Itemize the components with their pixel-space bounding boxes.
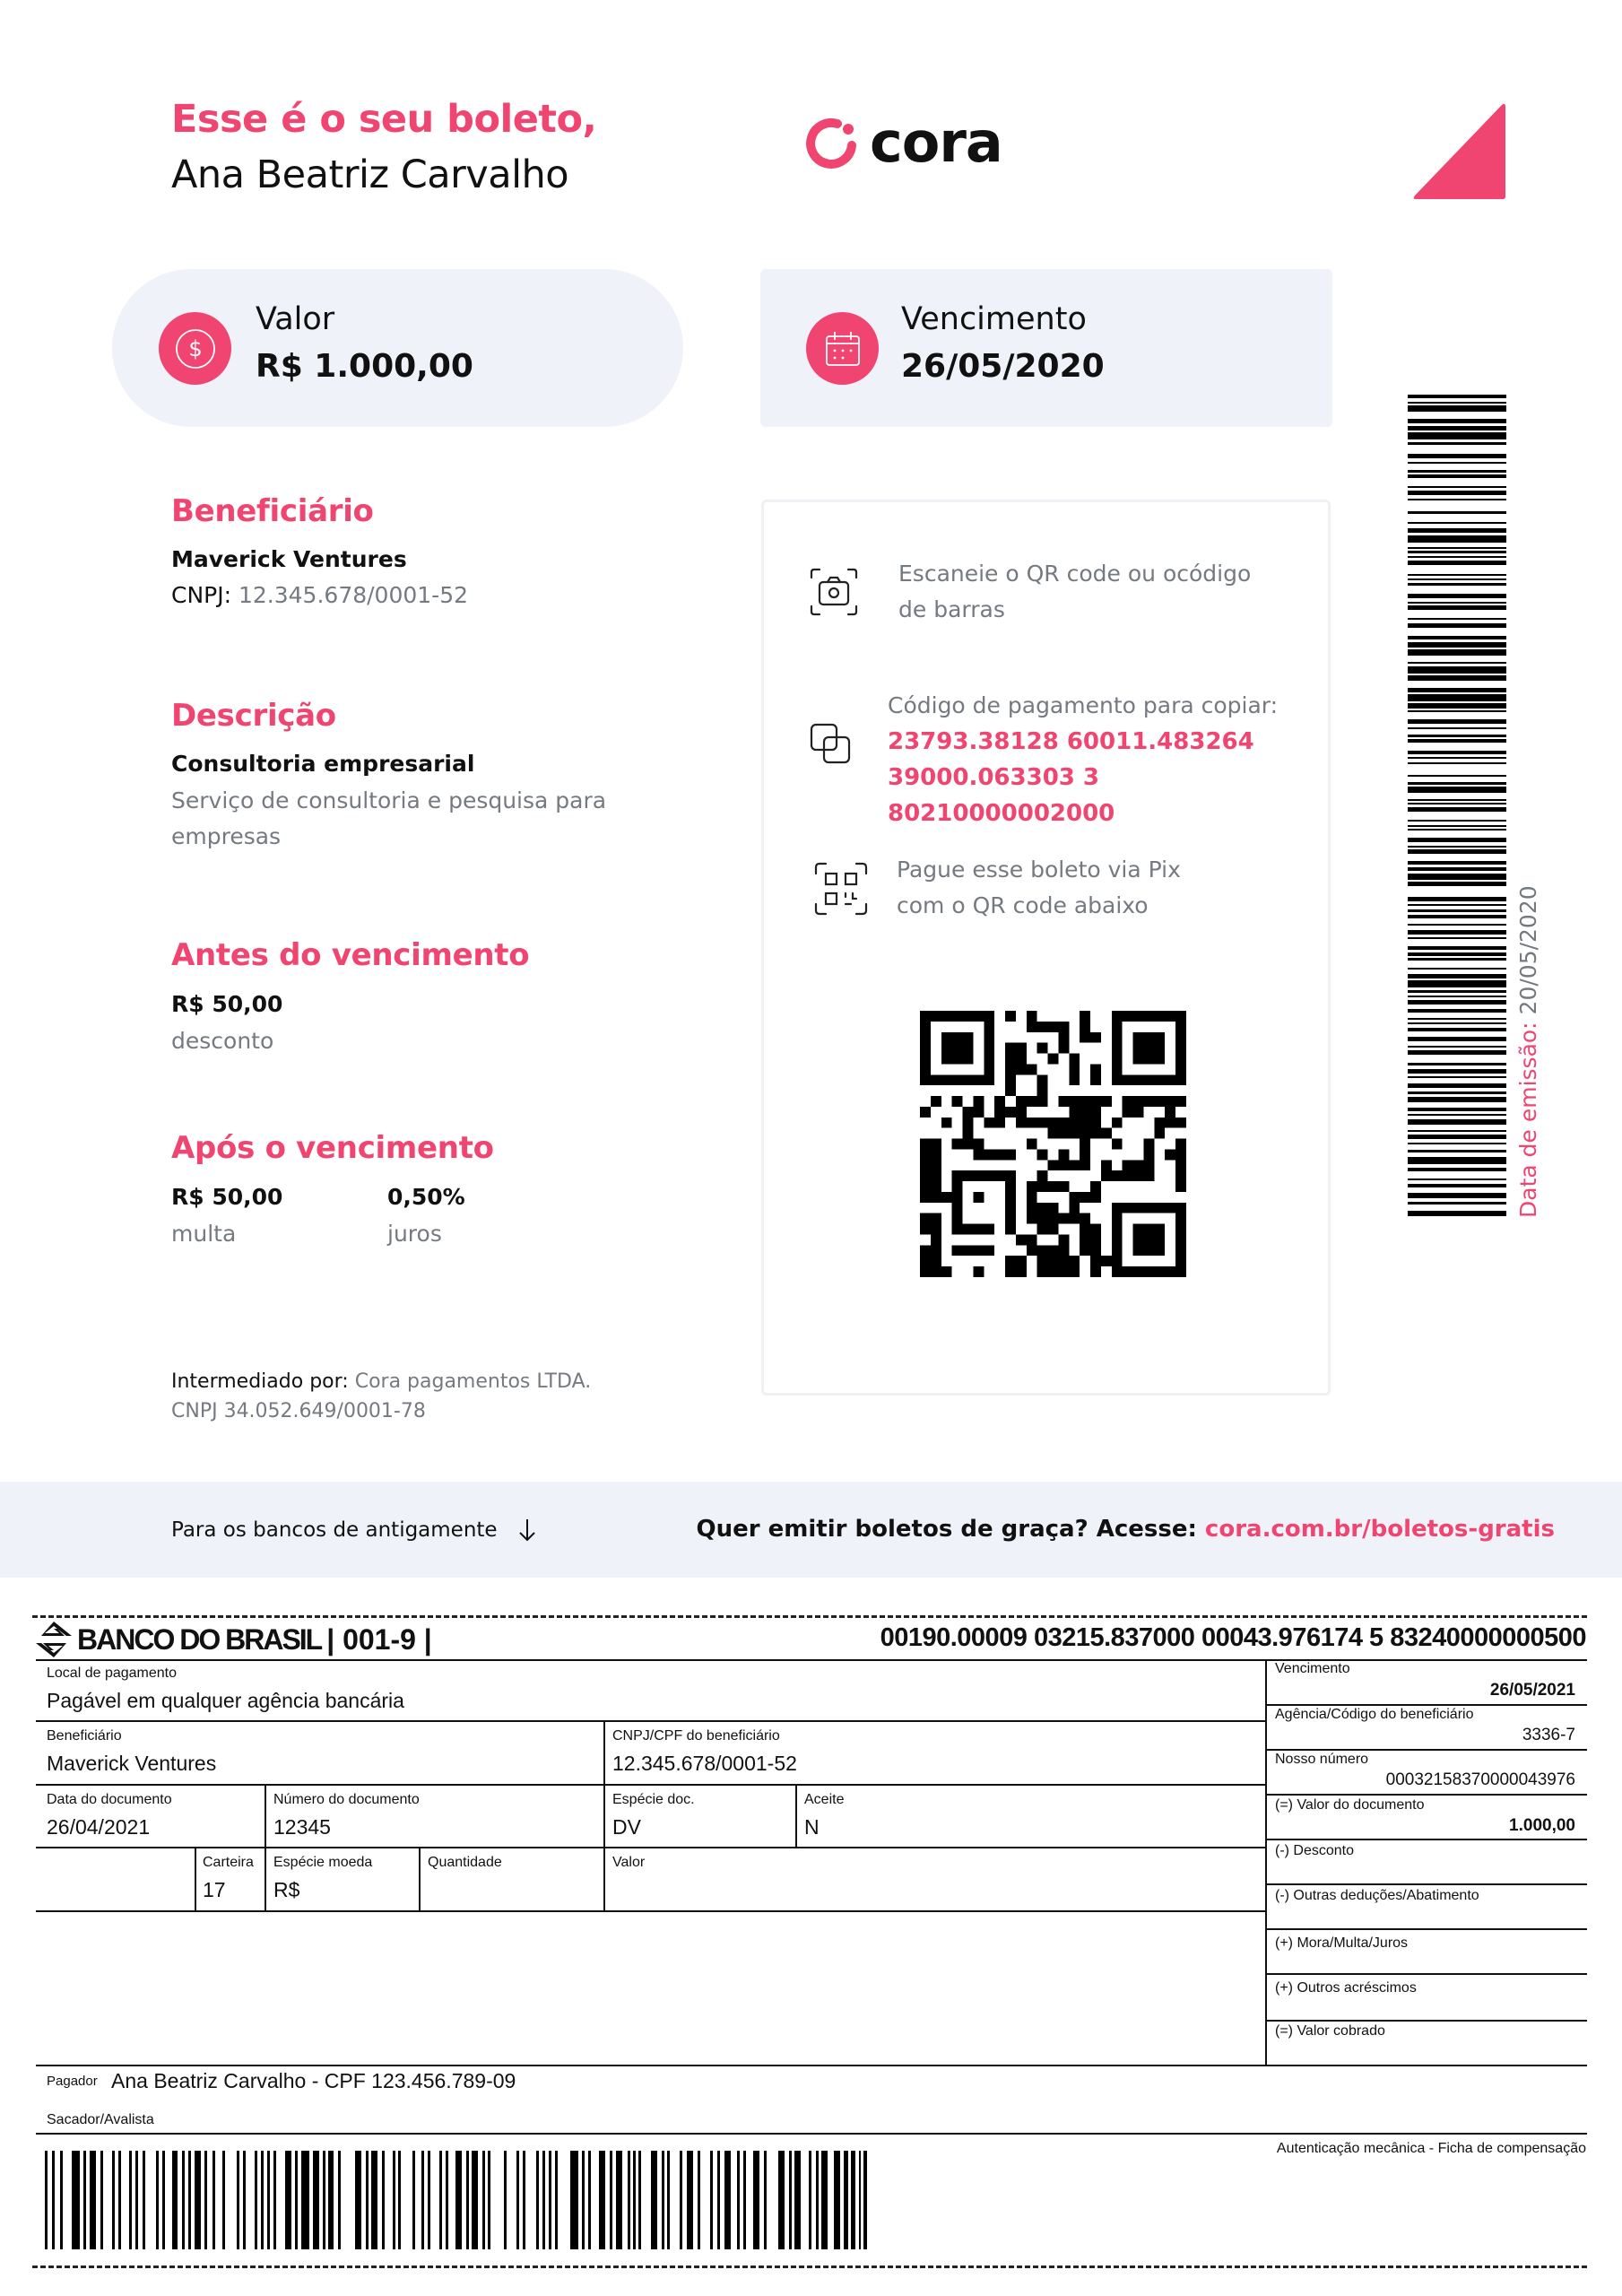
dollar-circle-icon [159,312,231,385]
beneficiario-label: Beneficiário [47,1728,122,1744]
r-desconto-label: (-) Desconto [1275,1843,1355,1858]
free-boletos-text: Quer emitir boletos de graça? Acesse: [696,1516,1197,1543]
rule [1265,1659,1267,2065]
apos-title: Após o vencimento [171,1130,494,1166]
rule [195,1847,196,1910]
copy-code-label: Código de pagamento para copiar: [888,692,1279,718]
scan-instruction: Escaneie o QR code ou ocódigo de barras [898,561,1252,622]
valor-label: Valor [256,301,335,337]
aceite-value: N [804,1815,820,1839]
r-valor-cobrado-label: (=) Valor cobrado [1275,2023,1385,2039]
free-boletos-link[interactable]: cora.com.br/boletos-gratis [1204,1516,1555,1543]
rule [1266,1883,1587,1885]
rule [36,2133,1587,2135]
antes-label: desconto [171,1028,274,1054]
payment-panel [761,500,1331,1396]
vencimento-card [760,269,1332,427]
svg-text:$: $ [187,335,203,361]
intermediario-name: Cora pagamentos LTDA. [354,1370,592,1393]
quantidade-label: Quantidade [428,1855,502,1870]
r-vencimento-label: Vencimento [1275,1661,1350,1676]
payer-name: Ana Beatriz Carvalho [171,152,569,197]
old-banks-text: Para os bancos de antigamente [171,1518,498,1542]
corner-triangle-decoration [1412,103,1508,200]
rule [795,1784,797,1847]
autenticacao-label: Autenticação mecânica - Ficha de compensação [1276,2141,1586,2156]
rule [419,1847,421,1910]
cora-logo [805,109,1002,175]
copy-icon[interactable] [809,722,859,772]
cnpj-beneficiario-value: 12.345.678/0001-52 [612,1752,797,1775]
sacador-label: Sacador/Avalista [47,2112,154,2127]
descricao-name: Consultoria empresarial [171,751,475,777]
rule [36,1659,1587,1661]
local-pagamento-value: Pagável em qualquer agência bancária [47,1689,404,1712]
data-documento-value: 26/04/2021 [47,1815,151,1839]
r-agencia-value: 3336-7 [1522,1726,1575,1744]
vencimento-date: 26/05/2020 [901,348,1105,385]
data-documento-label: Data do documento [47,1792,172,1807]
rule [1266,1839,1587,1840]
rule [1266,2020,1587,2022]
rule [603,1720,605,1910]
bank-code: | 001-9 | [326,1622,432,1656]
side-barcode [1408,395,1506,1218]
beneficiario-name: Maverick Ventures [171,546,407,572]
r-valor-documento-label: (=) Valor do documento [1275,1797,1425,1813]
banco-do-brasil-logo-icon [36,1622,72,1657]
emissao-label: Data de emissão: [1515,1022,1541,1218]
cnpj-label: CNPJ: [171,582,232,608]
cora-logo-icon [805,117,857,169]
r-nosso-numero-label: Nosso número [1275,1752,1369,1767]
bank-name: BANCO DO BRASIL [77,1622,322,1656]
beneficiario-title: Beneficiário [171,493,374,529]
descricao-title: Descrição [171,698,336,734]
especie-doc-label: Espécie doc. [612,1792,695,1807]
aceite-label: Aceite [804,1792,845,1807]
carteira-value: 17 [203,1878,226,1901]
payment-code-line1[interactable]: 23793.38128 60011.483264 [888,728,1254,755]
especie-moeda-value: R$ [273,1878,300,1901]
intermediario-label: Intermediado por: [171,1370,349,1393]
beneficiario-cnpj [171,582,468,608]
qr-scan-icon [813,861,869,917]
r-vencimento-value: 26/05/2021 [1489,1681,1575,1700]
r-nosso-numero-value: 00032158370000043976 [1385,1770,1575,1789]
juros-label: juros [387,1221,442,1247]
pix-instruction-2: com o QR code abaixo [897,892,1149,918]
pix-instruction-1: Pague esse boleto via Pix [897,857,1181,883]
numero-documento-value: 12345 [273,1815,331,1839]
carteira-label: Carteira [203,1855,254,1870]
rule [36,1720,1266,1722]
intermediario [171,1370,591,1393]
pix-qr-code [920,1011,1186,1277]
juros-value: 0,50% [387,1184,465,1210]
antes-title: Antes do vencimento [171,937,530,973]
r-agencia-label: Agência/Código do beneficiário [1275,1707,1474,1722]
multa-label: multa [171,1221,237,1247]
especie-moeda-label: Espécie moeda [273,1855,373,1870]
calendar-icon [806,312,879,385]
payment-code-line2[interactable]: 39000.063303 3 80210000002000 [888,764,1115,827]
cut-line-top [32,1615,1587,1618]
vencimento-label: Vencimento [901,301,1087,337]
rule [1266,1704,1587,1706]
especie-doc-value: DV [612,1815,641,1839]
intermediario-cnpj: CNPJ 34.052.649/0001-78 [171,1400,426,1422]
local-pagamento-label: Local de pagamento [47,1665,177,1681]
cora-logo-text: cora [870,109,1002,175]
old-banks-link[interactable] [171,1518,537,1543]
free-boletos-cta [697,1516,1555,1543]
pagador-label: Pagador [47,2074,98,2089]
cnpj-value: 12.345.678/0001-52 [238,582,469,608]
rule [36,1910,1266,1912]
arrow-down-icon [517,1518,537,1543]
boleto-barcode [45,2151,870,2249]
rule [1266,1749,1587,1751]
linha-digitavel[interactable]: 00190.00009 03215.837000 00043.976174 5 83240000000500 [880,1623,1586,1652]
cnpj-beneficiario-label: CNPJ/CPF do beneficiário [612,1728,780,1744]
rule [1266,1973,1587,1975]
rule [36,1784,1266,1786]
pagador-value: Ana Beatriz Carvalho - CPF 123.456.789-09 [111,2069,516,2092]
beneficiario-value: Maverick Ventures [47,1752,217,1775]
valor-card [112,269,683,427]
greeting-title: Esse é o seu boleto, [171,97,597,142]
rule [36,2065,1587,2066]
valor-field-label: Valor [612,1855,646,1870]
emissao-value: 20/05/2020 [1515,885,1541,1015]
r-valor-documento-value: 1.000,00 [1509,1816,1575,1835]
cut-line-bottom [32,2266,1587,2268]
camera-scan-icon [809,567,859,617]
data-emissao [1515,885,1541,1218]
r-outras-deducoes-label: (-) Outras deduções/Abatimento [1275,1888,1479,1903]
rule [1266,1794,1587,1796]
valor-amount: R$ 1.000,00 [256,348,473,385]
rule [36,1847,1266,1848]
descricao-text: Serviço de consultoria e pesquisa para empresas [171,787,607,849]
rule [1266,1928,1587,1930]
bank-header [36,1622,432,1657]
numero-documento-label: Número do documento [273,1792,420,1807]
rule [265,1784,266,1910]
r-outros-acrescimos-label: (+) Outros acréscimos [1275,1980,1417,1996]
multa-value: R$ 50,00 [171,1184,283,1210]
r-mora-label: (+) Mora/Multa/Juros [1275,1935,1409,1951]
antes-value: R$ 50,00 [171,991,283,1017]
